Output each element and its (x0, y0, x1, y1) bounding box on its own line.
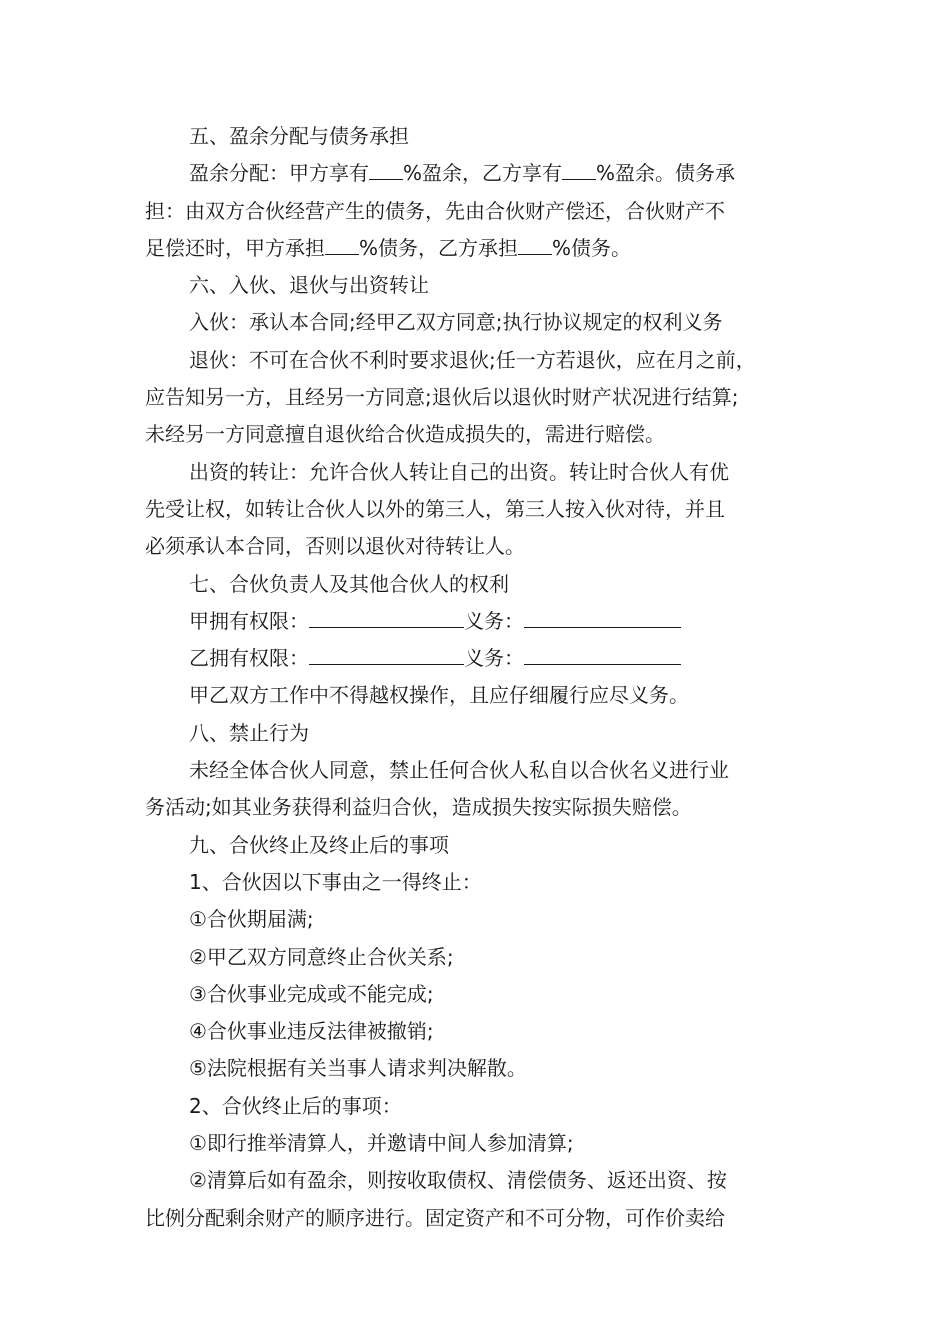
join-clause (145, 304, 810, 341)
text-run: 足偿还时，甲方承担 (145, 235, 325, 260)
prohibition-line-2 (145, 789, 810, 826)
text-run: %债务，乙方承担 (359, 235, 519, 260)
section-title: 九、合伙终止及终止后的事项 (189, 832, 449, 857)
termination-causes-heading (145, 864, 810, 901)
section-6-heading (145, 267, 810, 304)
blank-field (524, 607, 681, 628)
text-run: 甲拥有权限： (189, 608, 309, 633)
blank-field (325, 234, 359, 255)
text-run: 乙拥有权限： (189, 646, 309, 671)
section-8-heading (145, 715, 810, 752)
list-item (145, 1050, 810, 1087)
blank-field (562, 159, 596, 180)
text-run: %盈余，乙方享有 (403, 161, 563, 186)
section-9-heading (145, 827, 810, 864)
blank-field (309, 607, 464, 628)
blank-field (309, 644, 464, 665)
text-run: 入伙：承认本合同;经甲乙双方同意;执行协议规定的权利义务 (189, 310, 723, 335)
text-run: ③合伙事业完成或不能完成; (189, 981, 434, 1006)
section-title: 六、入伙、退伙与出资转让 (189, 273, 429, 298)
list-item (145, 1013, 810, 1050)
blank-field (524, 644, 681, 665)
text-run: 义务： (464, 608, 524, 633)
text-run: 义务： (464, 646, 524, 671)
text-run: 应告知另一方，且经另一方同意;退伙后以退伙时财产状况进行结算; (145, 385, 739, 410)
quit-clause-line-1 (145, 342, 810, 379)
transfer-clause-line-1 (145, 454, 810, 491)
section-title: 八、禁止行为 (189, 720, 309, 745)
text-run: 务活动;如其业务获得利益归合伙，造成损失按实际损失赔偿。 (145, 795, 692, 820)
text-run: ⑤法院根据有关当事人请求判决解散。 (189, 1056, 527, 1081)
list-item (145, 1125, 810, 1162)
section-title: 七、合伙负责人及其他合伙人的权利 (189, 571, 509, 596)
text-run: 退伙：不可在合伙不利时要求退伙;任一方若退伙，应在月之前， (189, 347, 756, 372)
text-run: 必须承认本合同，否则以退伙对待转让人。 (145, 534, 525, 559)
section-title: 五、盈余分配与债务承担 (189, 124, 409, 148)
list-item (145, 939, 810, 976)
section-5-heading (145, 118, 810, 155)
prohibition-line-1 (145, 752, 810, 789)
text-run: 甲乙双方工作中不得越权操作，且应仔细履行应尽义务。 (189, 683, 689, 708)
list-item (145, 1162, 810, 1199)
text-run: ②甲乙双方同意终止合伙关系; (189, 944, 454, 969)
transfer-clause-line-2 (145, 491, 810, 528)
text-run: ①合伙期届满; (189, 907, 314, 932)
post-termination-heading (145, 1088, 810, 1125)
text-run: ②清算后如有盈余，则按收取债权、清偿债务、返还出资、按 (189, 1168, 727, 1193)
text-run: 出资的转让：允许合伙人转让自己的出资。转让时合伙人有优 (189, 459, 729, 484)
text-run: %债务。 (552, 235, 632, 260)
list-item (145, 976, 810, 1013)
document-body (145, 118, 810, 1237)
text-run: ①即行推举清算人，并邀请中间人参加清算; (189, 1131, 574, 1156)
transfer-clause-line-3 (145, 528, 810, 565)
blank-field (518, 234, 552, 255)
list-item (145, 901, 810, 938)
party-b-rights-line (145, 640, 810, 677)
text-run: ④合伙事业违反法律被撤销; (189, 1019, 434, 1044)
text-run: %盈余。债务承 (596, 161, 736, 186)
debt-line (145, 193, 810, 230)
text-run: 先受让权，如转让合伙人以外的第三人，第三人按入伙对待，并且 (145, 496, 725, 521)
list-item-continuation (145, 1200, 810, 1237)
text-run: 担：由双方合伙经营产生的债务，先由合伙财产偿还，合伙财产不 (145, 198, 725, 223)
party-a-rights-line (145, 603, 810, 640)
authority-note (145, 677, 810, 714)
quit-clause-line-3 (145, 416, 810, 453)
text-run: 2、合伙终止后的事项： (189, 1093, 402, 1118)
text-run: 1、合伙因以下事由之一得终止： (189, 869, 482, 894)
blank-field (369, 159, 403, 180)
text-run: 未经另一方同意擅自退伙给合伙造成损失的，需进行赔偿。 (145, 422, 665, 447)
text-run: 比例分配剩余财产的顺序进行。固定资产和不可分物，可作价卖给 (145, 1205, 725, 1230)
profit-distribution-line (145, 155, 810, 192)
text-run: 未经全体合伙人同意，禁止任何合伙人私自以合伙名义进行业 (189, 758, 729, 783)
debt-share-line (145, 230, 810, 267)
text-run: 盈余分配：甲方享有 (189, 161, 369, 186)
section-7-heading (145, 566, 810, 603)
quit-clause-line-2 (145, 379, 810, 416)
